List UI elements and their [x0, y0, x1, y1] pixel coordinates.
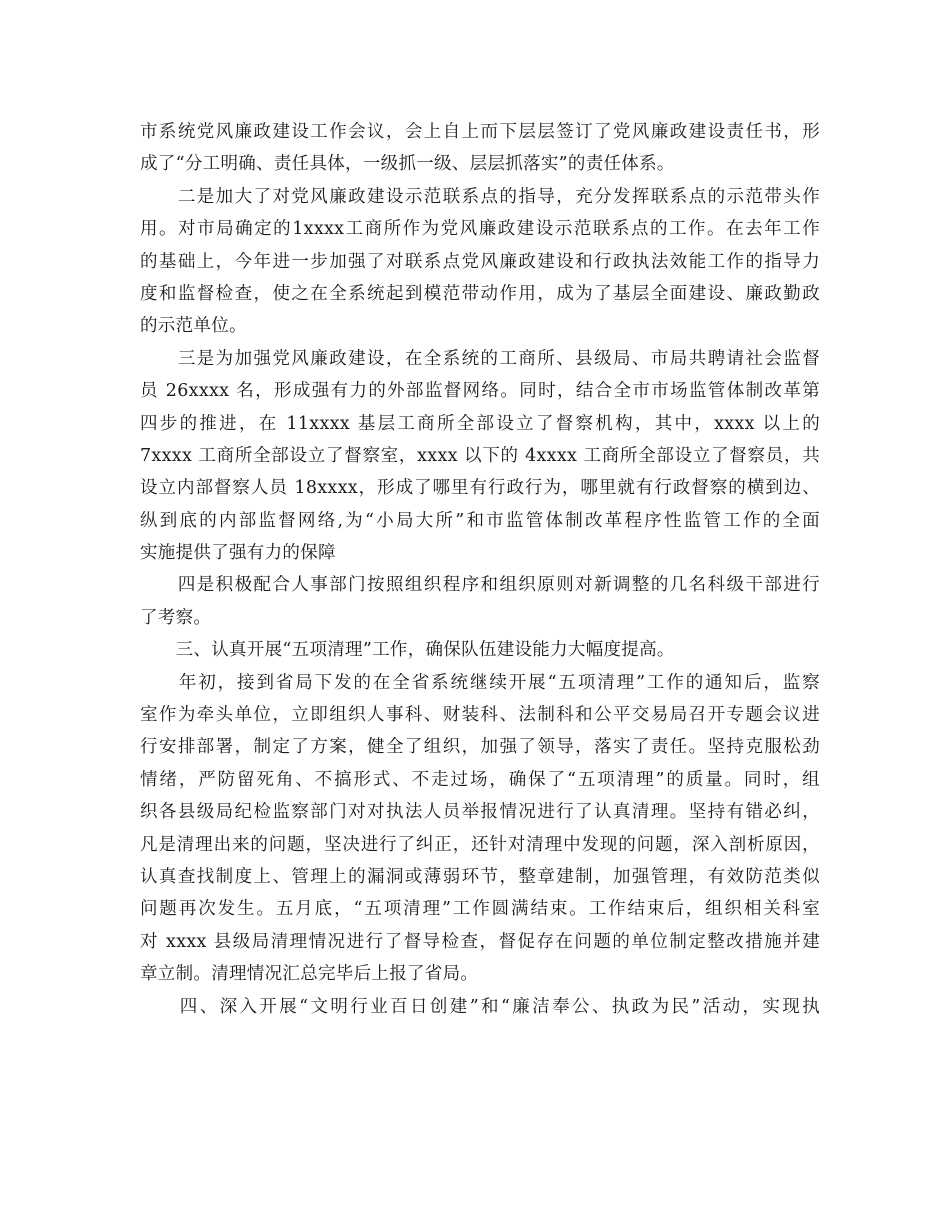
- text-line: 问题再次发生。五月底，“五项清理”工作圆满结束。工作结束后，组织相关科室: [140, 899, 820, 920]
- text-line: 成了“分工明确、责任具体，一级抓一级、层层抓落实”的责任体系。: [140, 154, 675, 175]
- document-body: [140, 116, 820, 1023]
- text-line: 四、深入开展“文明行业百日创建”和“廉洁奉公、执政为民”活动，实现执: [140, 996, 820, 1017]
- text-line: 实施提供了强有力的保障: [140, 543, 336, 564]
- text-line: 情绪，严防留死角、不搞形式、不走过场，确保了“五项清理”的质量。同时，组: [140, 769, 820, 790]
- text-line: 的基础上，今年进一步加强了对联系点党风廉政建设和行政执法效能工作的指导力: [140, 251, 820, 272]
- text-line: 对 xxxx 县级局清理情况进行了督导检查，督促存在问题的单位制定整改措施并建: [140, 931, 820, 952]
- text-line: 度和监督检查，使之在全系统起到模范带动作用，成为了基层全面建设、廉政勤政: [140, 283, 820, 304]
- text-line: 三是为加强党风廉政建设，在全系统的工商所、县级局、市局共聘请社会监督: [140, 348, 820, 369]
- text-line: 年初，接到省局下发的在全省系统继续开展“五项清理”工作的通知后，监察: [140, 672, 820, 693]
- text-line: 认真查找制度上、管理上的漏洞或薄弱环节，整章建制，加强管理，有效防范类似: [140, 866, 820, 887]
- text-line: 设立内部督察人员 18xxxx，形成了哪里有行政行为，哪里就有行政督察的横到边、: [140, 478, 820, 499]
- text-line: 室作为牵头单位，立即组织人事科、财装科、法制科和公平交易局召开专题会议进: [140, 705, 820, 726]
- text-line: 7xxxx 工商所全部设立了督察室，xxxx 以下的 4xxxx 工商所全部设立了督察员，共: [140, 445, 820, 466]
- text-line: 四步的推进，在 11xxxx 基层工商所全部设立了督察机构，其中，xxxx 以上的: [140, 413, 820, 434]
- text-line: 三、认真开展“五项清理”工作，确保队伍建设能力大幅度提高。: [140, 640, 675, 661]
- text-line: 四是积极配合人事部门按照组织程序和组织原则对新调整的几名科级干部进行: [140, 575, 820, 596]
- text-line: 二是加大了对党风廉政建设示范联系点的指导，充分发挥联系点的示范带头作: [140, 186, 820, 207]
- text-line: 织各县级局纪检监察部门对对执法人员举报情况进行了认真清理。坚持有错必纠，: [140, 802, 820, 823]
- text-line: 凡是清理出来的问题，坚决进行了纠正，还针对清理中发现的问题，深入剖析原因，: [140, 834, 820, 855]
- text-line: 市系统党风廉政建设工作会议，会上自上而下层层签订了党风廉政建设责任书，形: [140, 122, 820, 142]
- text-line: 用。对市局确定的1xxxx工商所作为党风廉政建设示范联系点的工作。在去年工作: [140, 219, 820, 240]
- text-line: 行安排部署，制定了方案，健全了组织，加强了领导，落实了责任。坚持克服松劲: [140, 737, 820, 758]
- text-line: 的示范单位。: [140, 316, 247, 337]
- text-line: 了考察。: [140, 607, 212, 628]
- text-line: 章立制。清理情况汇总完毕后上报了省局。: [140, 964, 479, 985]
- text-line: 员 26xxxx 名，形成强有力的外部监督网络。同时，结合全市市场监管体制改革第: [140, 381, 820, 402]
- text-line: 纵到底的内部监督网络,为“小局大所”和市监管体制改革程序性监管工作的全面: [140, 510, 820, 531]
